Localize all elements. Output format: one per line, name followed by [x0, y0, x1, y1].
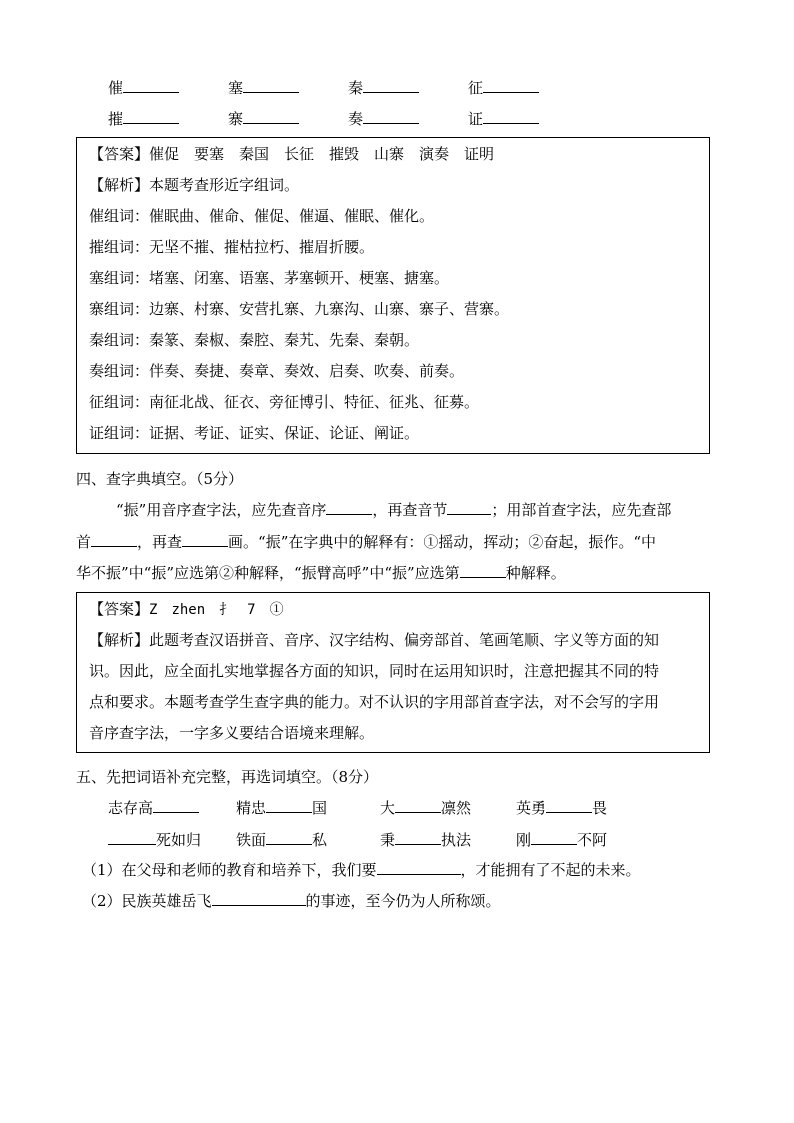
fill-blank[interactable] — [363, 109, 419, 124]
idiom-item: 铁面 私 — [236, 831, 328, 849]
idiom-item: 死如归 — [108, 829, 201, 850]
word-item: 塞 — [228, 77, 299, 98]
fill-blank[interactable] — [395, 798, 441, 813]
explanation-line: 催组词：催眠曲、催命、催促、催逼、催眠、催化。 — [89, 207, 435, 225]
analysis-line: 【解析】本题考查形近字组词。 — [89, 176, 300, 194]
idiom-item: 大 凛然 — [380, 799, 472, 817]
explanation-line: 证组词：证据、考证、证实、保证、论证、阐证。 — [89, 424, 420, 442]
question-line: （2）民族英雄岳飞 的事迹，至今仍为人所称颂。 — [82, 892, 501, 910]
fill-blank[interactable] — [182, 532, 228, 547]
fill-blank[interactable] — [363, 78, 419, 93]
explanation-line: 寨组词：边寨、村寨、安营扎寨、九寨沟、山寨、寨子、营寨。 — [89, 300, 510, 318]
analysis-line: 【解析】此题考查汉语拼音、音序、汉字结构、偏旁部首、笔画笔顺、字义等方面的知 — [89, 631, 660, 649]
fill-blank[interactable] — [153, 798, 199, 813]
fill-blank[interactable] — [483, 109, 539, 124]
answer-box — [76, 137, 710, 454]
explanation-line: 征组词：南征北战、征衣、旁征博引、特征、征兆、征募。 — [89, 393, 480, 411]
answer-line: 【答案】催促 要塞 秦国 长征 摧毁 山寨 演奏 证明 — [89, 145, 495, 163]
fill-blank[interactable] — [123, 78, 179, 93]
fill-blank[interactable] — [266, 798, 312, 813]
fill-blank[interactable] — [460, 563, 506, 578]
fill-blank[interactable] — [546, 798, 592, 813]
word-item: 征 — [468, 77, 539, 98]
explanation-line: 奏组词：伴奏、奏捷、奏章、奏效、启奏、吹奏、前奏。 — [89, 362, 465, 380]
explanation-line: 秦组词：秦篆、秦椒、秦腔、秦艽、先秦、秦朝。 — [89, 331, 420, 349]
fill-blank[interactable] — [243, 78, 299, 93]
idiom-item: 刚 不阿 — [516, 831, 608, 849]
idiom-item: 英勇 畏 — [516, 799, 608, 817]
question-line: （1）在父母和老师的教育和培养下，我们要 ，才能拥有了不起的未来。 — [82, 861, 641, 879]
explanation-line: 塞组词：堵塞、闭塞、语塞、茅塞顿开、梗塞、搪塞。 — [89, 269, 450, 287]
question-line: 首 ，再查 画。“振”在字典中的解释有：①摇动，挥动；②奋起，振作。“中 — [76, 533, 657, 551]
explanation-line: 识。因此，应全面扎实地掌握各方面的知识，同时在运用知识时，注意把握其不同的特 — [89, 662, 660, 680]
word-item: 证 — [468, 108, 539, 129]
idiom-item: 精忠 国 — [236, 799, 328, 817]
fill-blank[interactable] — [395, 830, 441, 845]
word-item: 奏 — [348, 108, 419, 129]
idiom-item: 志存高 — [108, 797, 199, 818]
fill-blank[interactable] — [243, 109, 299, 124]
question-line: 华不振”中“振”应选第②种解释，“振臂高呼”中“振”应选第 种解释。 — [76, 564, 566, 582]
fill-blank[interactable] — [108, 830, 156, 845]
fill-blank[interactable] — [326, 500, 372, 515]
answer-line: 【答案】Z zhen 扌 7 ① — [89, 600, 284, 618]
question-line: “振”用音序查字法，应先查音序 ，再查音节 ；用部首查字法，应先查部 — [116, 501, 672, 519]
word-item: 催 — [108, 77, 179, 98]
fill-blank[interactable] — [447, 500, 491, 515]
explanation-line: 点和要求。本题考查学生查字典的能力。对不认识的字用部首查字法，对不会写的字用 — [89, 693, 660, 711]
answer-box — [76, 592, 710, 753]
fill-blank[interactable] — [212, 891, 306, 906]
explanation-line: 摧组词：无坚不摧、摧枯拉朽、摧眉折腰。 — [89, 238, 375, 256]
fill-blank[interactable] — [531, 830, 577, 845]
fill-blank[interactable] — [266, 830, 312, 845]
fill-blank[interactable] — [123, 109, 179, 124]
word-item: 寨 — [228, 108, 299, 129]
section-title: 四、查字典填空。（5分） — [76, 470, 244, 488]
fill-blank[interactable] — [377, 860, 461, 875]
idiom-item: 秉 执法 — [380, 831, 472, 849]
section-title: 五、先把词语补充完整，再选词填空。（8分） — [76, 768, 379, 786]
word-item: 秦 — [348, 77, 419, 98]
fill-blank[interactable] — [483, 78, 539, 93]
word-item: 摧 — [108, 108, 179, 129]
fill-blank[interactable] — [91, 532, 137, 547]
explanation-line: 音序查字法，一字多义要结合语境来理解。 — [89, 724, 375, 742]
